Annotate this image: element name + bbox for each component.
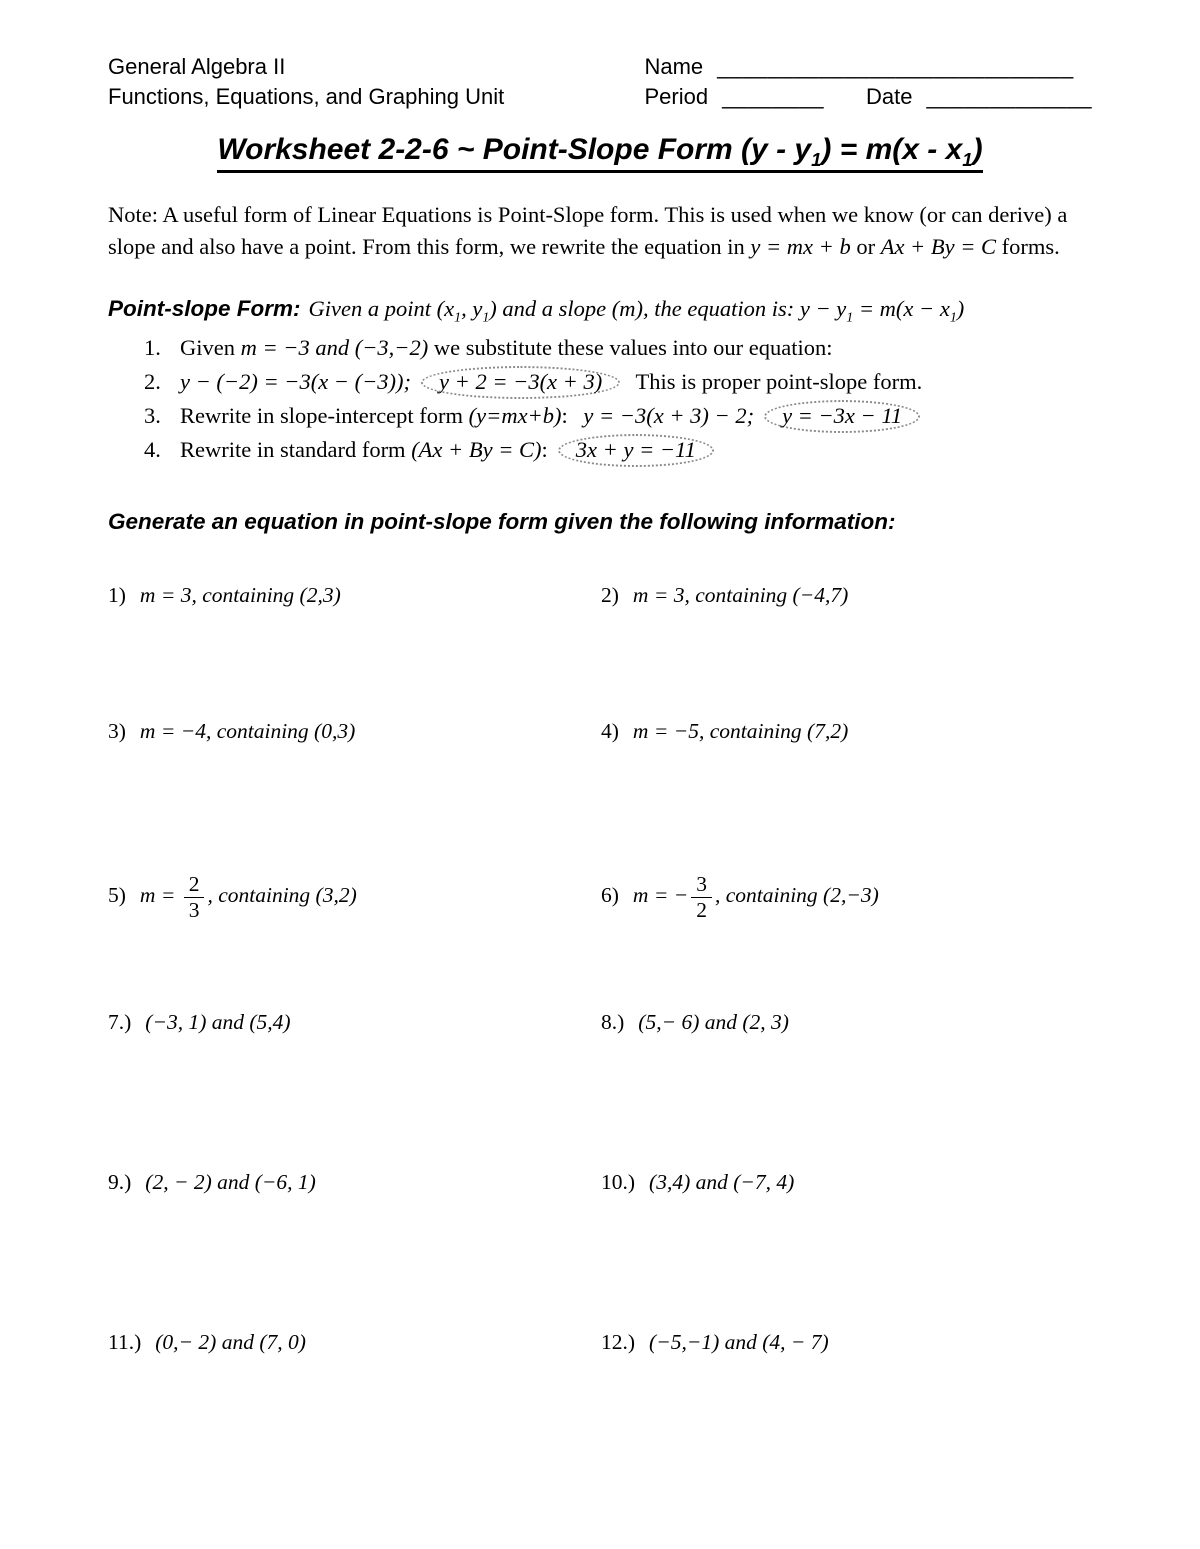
name-blank: ____________________________ [717,54,1074,79]
problem-text: m = 3, containing (−4,7) [632,582,849,607]
worksheet-title [217,133,982,173]
circled-equation: y + 2 = −3(x + 3) [421,366,620,399]
step-equation: y = −3(x + 3) − 2; [583,402,755,428]
fraction [184,873,205,922]
title-part: ) [972,133,983,167]
problem-5 [108,873,601,922]
problem-10 [601,1170,1092,1195]
problem-row-1 [108,583,1092,608]
period-blank: ________ [722,83,824,109]
form-label: (y=mx+b) [468,402,562,428]
problem-number: 12.) [601,1330,636,1355]
problem-text: m = − $\frac{3}{2}$ , containing (2,−3) [632,871,879,922]
problem-text: (5,− 6) and (2, 3) [638,1010,789,1035]
problem-row-5 [108,1170,1092,1195]
problem-number: 4) [601,718,619,743]
problem-number: 9.) [108,1170,132,1195]
step-item-2 [144,365,1092,399]
pointslope-formula: Given a point ($x_1$, $y_1$) and a slope (m), the equation is: $y - y_1 = m(x - x_1)$ [308,296,965,326]
problem-number: 8.) [601,1010,625,1035]
title-part: Worksheet 2-2-6 ~ Point-Slope Form (y - y [217,133,812,167]
step-item-1 [144,331,1092,365]
problem-number: 5) [108,883,126,908]
step-body: y − (−2) = −3(x − (−3)); y + 2 = −3(x + 3) This is proper point-slope form. [180,365,1092,399]
period-label: Period [644,83,709,109]
note-text: forms. [996,233,1060,259]
note-text: or [850,233,881,259]
step-equation: m = −3 and (−3,−2) [240,334,429,360]
date-blank: _____________ [926,83,1092,109]
fraction-denominator: 3 [188,897,200,922]
period-date-line [644,82,1092,112]
date-label: Date [865,83,913,109]
problem-1 [108,583,601,608]
form-label: (Ax + By = C) [411,436,542,462]
step-number: 3. [144,402,161,428]
title-subscript: 1 [962,149,973,171]
problem-text: m = 3, containing (2,3) [139,582,341,607]
step-equation: y − (−2) = −3(x − (−3)); [180,368,412,394]
step-item-3 [144,399,1092,433]
step-number: 4. [144,436,161,462]
example-steps [108,331,1092,467]
step-number: 2. [144,368,161,394]
problem-number: 7.) [108,1010,132,1035]
note-equation: Ax + By = C [880,233,997,259]
problem-row-6 [108,1330,1092,1355]
pointslope-definition [108,294,1092,324]
fraction-denominator: 2 [696,897,707,922]
fraction-numerator: 3 [691,873,712,898]
problem-12 [601,1330,1092,1355]
problem-number: 6) [601,883,619,908]
problem-7 [108,1010,601,1035]
title-part: ) = m(x - x [821,133,963,167]
note-text: Note: A useful form of Linear Equations is Point-Slope form. This is used when we know (or can derive) a slope and also have a point. From this form, we rewrite the equation in [108,202,1068,259]
step-number: 1. [144,334,161,360]
problem-6 [601,873,1092,922]
step-item-4 [144,433,1092,467]
step-body: Rewrite in standard form (Ax + By = C): 3x + y = −11 [180,433,1092,467]
circled-equation: 3x + y = −11 [558,434,714,467]
problem-number: 3) [108,718,126,743]
step-body: Rewrite in slope-intercept form (y=mx+b): y = −3(x + 3) − 2; y = −3x − 11 [180,399,1092,433]
problem-text: (0,− 2) and (7, 0) [155,1330,306,1355]
problem-number: 2) [601,582,619,607]
instructions-heading: Generate an equation in point-slope form given the following information: [108,508,896,534]
title-subscript: 1 [811,149,822,171]
problem-8 [601,1010,1092,1035]
problem-9 [108,1170,601,1195]
problem-text: m = −4, containing (0,3) [139,718,356,743]
problem-number: 1) [108,582,126,607]
problem-2 [601,583,1092,608]
problem-text: (2, − 2) and (−6, 1) [145,1170,316,1195]
step-body: Given m = −3 and (−3,−2) we substitute these values into our equation: [180,334,833,360]
title-row [108,133,1092,173]
unit-title: Functions, Equations, and Graphing Unit [108,83,505,109]
problem-text: (3,4) and (−7, 4) [649,1170,795,1195]
page-header [108,52,1092,111]
name-line [644,52,1092,82]
problem-list [108,583,1092,1355]
note-paragraph [108,199,1092,262]
problem-text: m = $\frac{2}{3}$ , containing (3,2) [139,871,357,922]
problem-number: 11.) [108,1330,142,1355]
course-title: General Algebra II [108,54,286,79]
problem-text: m = −5, containing (7,2) [632,718,849,743]
problem-row-4 [108,1010,1092,1035]
problem-number: 10.) [601,1170,636,1195]
problem-text: (−3, 1) and (5,4) [145,1010,291,1035]
problem-text: (−5,−1) and (4, − 7) [649,1330,829,1355]
problem-row-2 [108,719,1092,744]
circled-equation: y = −3x − 11 [764,400,920,433]
pointslope-label: Point-slope Form: [108,296,301,322]
name-label: Name [644,54,704,79]
problem-row-3 [108,873,1092,922]
note-equation: y = mx + b [750,233,851,259]
header-left [108,52,644,111]
problem-11 [108,1330,601,1355]
problem-3 [108,719,601,744]
header-right [644,52,1092,111]
problem-4 [601,719,1092,744]
fraction-numerator: 2 [184,873,205,898]
fraction [691,873,712,922]
